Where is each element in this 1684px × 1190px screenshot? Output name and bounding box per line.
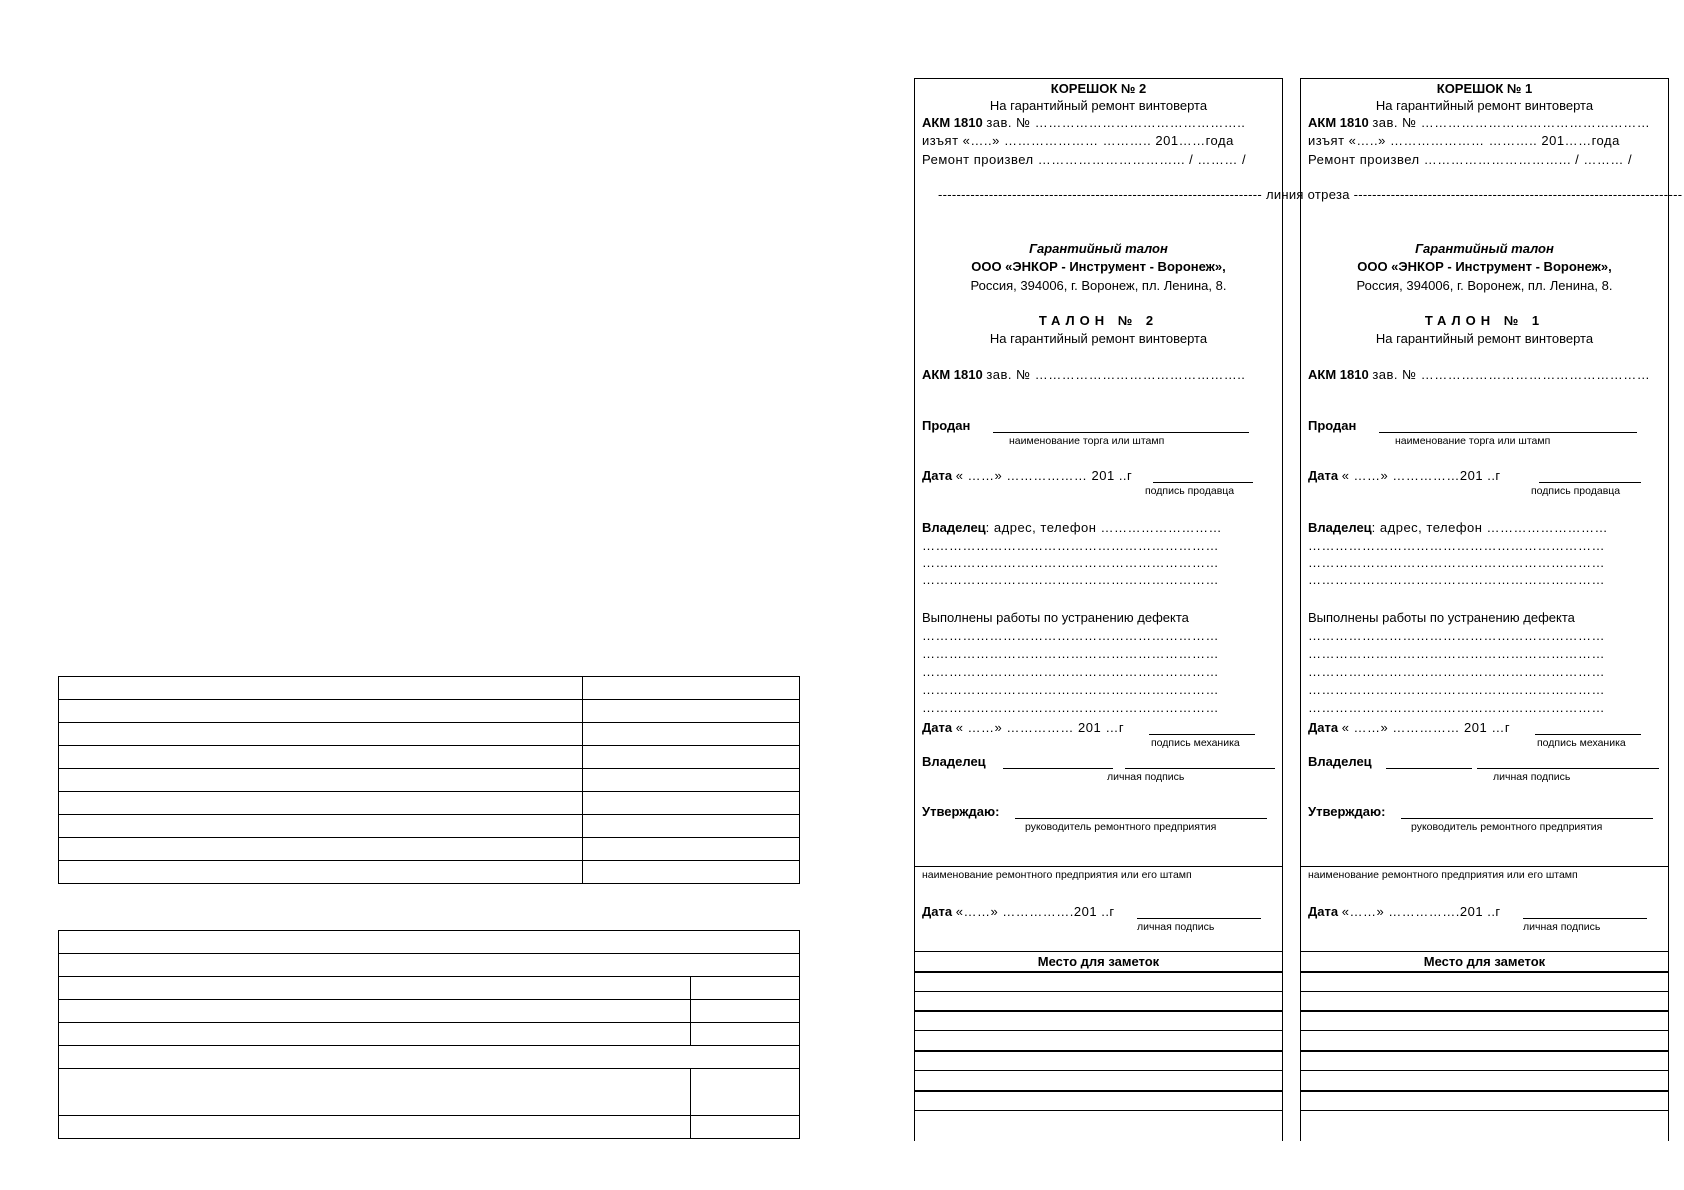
table-row (59, 700, 800, 723)
model-label: АКМ 1810 (1308, 367, 1369, 382)
date-value: « ……» ……………… 201 ..г (955, 468, 1133, 483)
repair-date-line (1308, 719, 1510, 736)
table-row (59, 954, 800, 977)
cut-line: ---------------------------------------------------------------------- линия отреза ----------------------------------------------------------------------- (938, 187, 1683, 202)
serial-value: зав. № …………………………………………… (1372, 367, 1651, 382)
owner-signature-line (1003, 768, 1113, 769)
date-value: « ……» …………… 201 …г (955, 720, 1125, 735)
warranty-coupon-2 (914, 78, 1283, 1141)
table-row (59, 1023, 800, 1046)
model-label: АКМ 1810 (1308, 115, 1369, 130)
warranty-coupon-1 (1300, 78, 1669, 1141)
owner-line (1308, 519, 1608, 536)
notes-line (1301, 1010, 1668, 1012)
notes-line (1301, 1030, 1668, 1031)
table-row (59, 677, 800, 700)
approve-date-line (1308, 903, 1501, 920)
table-row (59, 931, 800, 954)
notes-line (915, 1070, 1282, 1071)
work-dots: ………………………………………………………… (922, 628, 1219, 643)
mechanic-signature-hint: подпись механика (1537, 737, 1626, 749)
work-label: Выполнены работы по устранению дефекта (1308, 610, 1575, 625)
seller-info-table (58, 930, 800, 1139)
sale-date-line (922, 467, 1132, 484)
notes-line (915, 1050, 1282, 1052)
approve-label: Утверждаю: (922, 804, 1000, 819)
notes-line (1301, 1070, 1668, 1071)
personal-signature-hint: личная подпись (1493, 771, 1571, 783)
notes-line (915, 971, 1282, 973)
owner-dots: ………………………………………………………… (922, 538, 1219, 553)
talon-subtitle: На гарантийный ремонт винтоверта (989, 331, 1208, 346)
owner-line (922, 519, 1222, 536)
coupon-heading: Гарантийный талон (1415, 241, 1554, 256)
company-name: ООО «ЭНКОР - Инструмент - Воронеж», (971, 259, 1226, 274)
owner-dots: ………………………………………………………… (1308, 572, 1605, 587)
notes-line (1301, 1050, 1668, 1052)
work-dots: ………………………………………………………… (922, 700, 1219, 715)
personal-signature-line (1137, 918, 1261, 919)
table-row (59, 769, 800, 792)
owner-dots: ………………………………………………………… (1308, 538, 1605, 553)
company-address: Россия, 394006, г. Воронеж, пл. Ленина, 8. (970, 278, 1227, 293)
mechanic-signature-line (1149, 734, 1255, 735)
personal-signature-hint: личная подпись (1137, 921, 1215, 933)
divider (915, 951, 1282, 952)
owner-dots: ………………………………………………………… (922, 572, 1219, 587)
notes-line (1301, 991, 1668, 992)
date-label: Дата (922, 720, 953, 735)
stub-subtitle: На гарантийный ремонт винтоверта (989, 98, 1208, 113)
table-row (59, 1046, 800, 1069)
sold-label: Продан (922, 418, 971, 433)
approve-line (1401, 818, 1653, 819)
notes-title: Место для заметок (1423, 954, 1546, 969)
date-label: Дата (1308, 720, 1339, 735)
date-label: Дата (1308, 904, 1339, 919)
table-row (59, 815, 800, 838)
model-label: АКМ 1810 (922, 367, 983, 382)
work-dots: ………………………………………………………… (1308, 700, 1605, 715)
owner-label: Владелец (1308, 520, 1372, 535)
table-row (59, 977, 800, 1000)
date-value: «……» …………….201 ..г (955, 904, 1115, 919)
stub-repair-line: Ремонт произвел …………………………... / ……… / (1308, 152, 1633, 167)
table-row (59, 1116, 800, 1139)
date-value: « ……» …………… 201 …г (1341, 720, 1511, 735)
table-row (59, 838, 800, 861)
seller-signature-line (1153, 482, 1253, 483)
notes-line (1301, 1090, 1668, 1092)
notes-line (1301, 971, 1668, 973)
owner2-label: Владелец (922, 754, 986, 769)
personal-signature-line (1523, 918, 1647, 919)
owner-name-line (1477, 768, 1659, 769)
date-label: Дата (1308, 468, 1339, 483)
serial-value: зав. № …………………………………………… (1372, 115, 1651, 130)
stub-title: КОРЕШОК № 2 (1050, 81, 1147, 96)
approve-line (1015, 818, 1267, 819)
sale-date-line (1308, 467, 1501, 484)
table-row (59, 1069, 800, 1116)
date-value: « ……» ……………201 ..г (1341, 468, 1501, 483)
notes-line (1301, 1110, 1668, 1111)
table-row (59, 723, 800, 746)
seller-signature-line (1539, 482, 1641, 483)
model-label: АКМ 1810 (922, 115, 983, 130)
divider (1301, 866, 1668, 867)
notes-line (915, 1010, 1282, 1012)
table-row (59, 861, 800, 884)
owner-value: : адрес, телефон ……………………… (1371, 520, 1609, 535)
serial-line (1308, 366, 1650, 383)
sold-hint: наименование торга или штамп (1009, 435, 1165, 447)
stub-serial-line (922, 114, 1245, 131)
stub-removed-line: изъят «…..» ………………… ……….. 201……года (1308, 133, 1620, 148)
seller-signature-hint: подпись продавца (1531, 485, 1621, 497)
notes-line (915, 1090, 1282, 1092)
approve-hint: руководитель ремонтного предприятия (1411, 821, 1603, 833)
owner-label: Владелец (922, 520, 986, 535)
owner2-label: Владелец (1308, 754, 1372, 769)
work-dots: ………………………………………………………… (1308, 628, 1605, 643)
talon-subtitle: На гарантийный ремонт винтоверта (1375, 331, 1594, 346)
date-label: Дата (922, 468, 953, 483)
serial-value: зав. № ……………………………………….. (986, 367, 1246, 382)
owner-signature-line (1386, 768, 1472, 769)
serial-line (922, 366, 1245, 383)
company-name: ООО «ЭНКОР - Инструмент - Воронеж», (1357, 259, 1612, 274)
work-dots: ………………………………………………………… (1308, 646, 1605, 661)
serial-value: зав. № ……………………………………….. (986, 115, 1246, 130)
talon-title: ТАЛОН № 1 (1424, 313, 1545, 328)
personal-signature-hint: личная подпись (1523, 921, 1601, 933)
mechanic-signature-hint: подпись механика (1151, 737, 1240, 749)
sold-hint: наименование торга или штамп (1395, 435, 1551, 447)
personal-signature-hint: личная подпись (1107, 771, 1185, 783)
notes-line (915, 991, 1282, 992)
sold-field-line (993, 432, 1249, 433)
service-record-table (58, 676, 800, 884)
date-value: «……» …………….201 ..г (1341, 904, 1501, 919)
work-dots: ………………………………………………………… (1308, 682, 1605, 697)
sold-field-line (1379, 432, 1637, 433)
owner-value: : адрес, телефон ……………………… (985, 520, 1223, 535)
owner-dots: ………………………………………………………… (1308, 555, 1605, 570)
approve-label: Утверждаю: (1308, 804, 1386, 819)
work-dots: ………………………………………………………… (922, 646, 1219, 661)
mechanic-signature-line (1535, 734, 1641, 735)
work-label: Выполнены работы по устранению дефекта (922, 610, 1189, 625)
divider (915, 866, 1282, 867)
work-dots: ………………………………………………………… (922, 664, 1219, 679)
work-dots: ………………………………………………………… (922, 682, 1219, 697)
owner-name-line (1125, 768, 1275, 769)
notes-line (915, 1110, 1282, 1111)
stub-subtitle: На гарантийный ремонт винтоверта (1375, 98, 1594, 113)
notes-line (915, 1030, 1282, 1031)
company-address: Россия, 394006, г. Воронеж, пл. Ленина, 8. (1356, 278, 1613, 293)
stub-serial-line (1308, 114, 1650, 131)
table-row (59, 746, 800, 769)
owner-dots: ………………………………………………………… (922, 555, 1219, 570)
date-label: Дата (922, 904, 953, 919)
enterprise-hint: наименование ремонтного предприятия или его штамп (922, 869, 1192, 881)
approve-hint: руководитель ремонтного предприятия (1025, 821, 1217, 833)
work-dots: ………………………………………………………… (1308, 664, 1605, 679)
enterprise-hint: наименование ремонтного предприятия или его штамп (1308, 869, 1578, 881)
talon-title: ТАЛОН № 2 (1038, 313, 1159, 328)
sold-label: Продан (1308, 418, 1357, 433)
stub-repair-line: Ремонт произвел …………………………... / ……… / (922, 152, 1247, 167)
divider (1301, 951, 1668, 952)
notes-title: Место для заметок (1037, 954, 1160, 969)
seller-signature-hint: подпись продавца (1145, 485, 1235, 497)
stub-title: КОРЕШОК № 1 (1436, 81, 1533, 96)
repair-date-line (922, 719, 1124, 736)
stub-removed-line: изъят «…..» ………………… ……….. 201……года (922, 133, 1234, 148)
coupon-heading: Гарантийный талон (1029, 241, 1168, 256)
table-row (59, 1000, 800, 1023)
table-row (59, 792, 800, 815)
approve-date-line (922, 903, 1115, 920)
